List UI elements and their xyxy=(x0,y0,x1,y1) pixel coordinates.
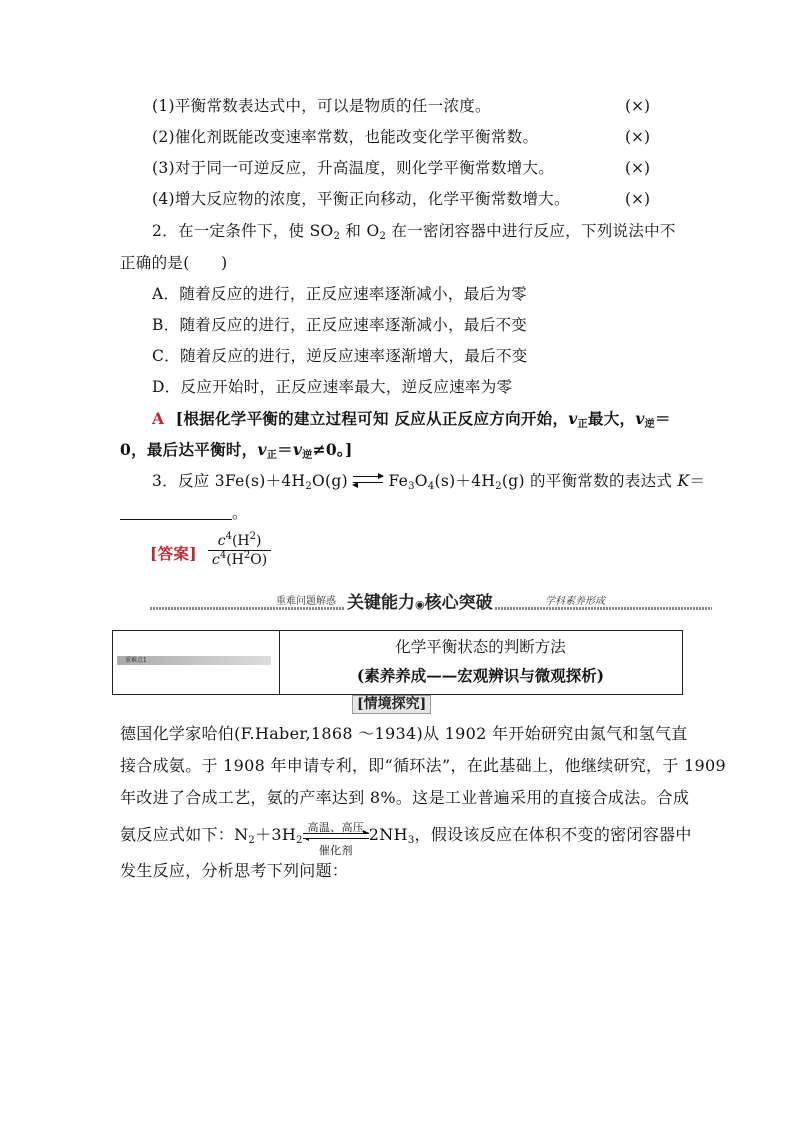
para-line-2: 接合成氨。于 1908 年申请专利，即“循环法”，在此基础上，他继续研究，于 1909 xyxy=(120,756,726,775)
section-tag: [情境探究] xyxy=(352,695,431,714)
para-line-5: 发生反应，分析思考下列问题： xyxy=(120,861,349,880)
banner-left-text: 重难问题解惑 xyxy=(276,596,336,607)
equilibrium-arrow-icon xyxy=(353,473,383,487)
answer-blank xyxy=(120,505,232,520)
key-point-title: 化学平衡状态的判断方法 xyxy=(395,638,566,656)
q3-answer-fraction xyxy=(208,533,271,568)
q2-option-d: D．反应开始时，正反应速率最大，逆反应速率为零 xyxy=(152,378,513,396)
judgment-3-mark: (×) xyxy=(625,159,651,177)
q2-explanation-line2: 0，最后达平衡时，$v_正=v_逆\ne 0$。] xyxy=(120,440,353,461)
para-line-1: 德国化学家哈伯(F.Haber,1868 ～1934)从 1902 年开始研究由氮气和氢气直 xyxy=(120,724,688,743)
q3-answer-label: [答案] xyxy=(150,544,197,563)
judgment-1-mark: (×) xyxy=(625,97,651,115)
banner-divider-icon: ◉ xyxy=(415,598,425,611)
judgment-2: (2)催化剂既能改变速率常数，也能改变化学平衡常数。 xyxy=(152,128,539,146)
banner-right-text: 学科素养形成 xyxy=(545,596,605,607)
q2-explanation-line1: A [根据化学平衡的建立过程可知 反应从正反应方向开始，$v_正$最大，$v_逆=$ xyxy=(152,409,671,430)
q2-option-a: A．随着反应的进行，正反应速率逐渐减小，最后为零 xyxy=(152,285,527,303)
q2-stem-line2: 正确的是( ) xyxy=(120,254,228,272)
judgment-4: (4)增大反应物的浓度，平衡正向移动，化学平衡常数增大。 xyxy=(152,190,570,208)
reaction-condition-arrow: 高温、高压 催化剂 xyxy=(303,824,369,846)
judgment-1: (1)平衡常数表达式中，可以是物质的任一浓度。 xyxy=(152,97,491,115)
key-point-box xyxy=(112,630,683,695)
q3-blank-line: 。 xyxy=(120,502,248,524)
q2-stem: 2．在一定条件下，使 $SO_2$ 和 $O_2$ 在一密闭容器中进行反应，下列说法中不 xyxy=(152,222,676,242)
key-point-subtitle: (素养养成——宏观辨识与微观探析) xyxy=(356,666,605,685)
key-point-tag: 重难点1 xyxy=(125,657,147,664)
key-point-tag-cell xyxy=(113,631,280,694)
q2-option-b: B．随着反应的进行，正反应速率逐渐减小，最后不变 xyxy=(152,316,528,334)
judgment-4-mark: (×) xyxy=(625,190,651,208)
q2-answer-letter: A xyxy=(152,409,165,428)
section-banner xyxy=(150,590,712,612)
q2-option-c: C．随着反应的进行，逆反应速率逐渐增大，最后不变 xyxy=(152,347,528,365)
fraction-bar xyxy=(208,550,271,551)
judgment-2-mark: (×) xyxy=(625,128,651,146)
banner-title: 关键能力◉核心突破 xyxy=(345,588,495,613)
q3-stem: 3．反应 $3Fe(s)+4H_2O(g)$ $Fe_3O_4(s)+4H_2(g)$ 的平衡常数的表达式 K＝ xyxy=(152,472,706,492)
para-line-3: 年改进了合成工艺，氨的产率达到 8%。这是工业普遍采用的直接合成法。合成 xyxy=(120,788,690,807)
fraction-denominator: $c^4(H^2O)$ xyxy=(212,550,268,568)
judgment-3: (3)对于同一可逆反应，升高温度，则化学平衡常数增大。 xyxy=(152,159,555,177)
fraction-numerator: $c^4(H^2)$ xyxy=(217,531,262,549)
para-line-4: 氨反应式如下：$N_2+3H_2$ 高温、高压 催化剂 $2NH_3$，假设该反应在体积不变的密闭容器中 xyxy=(120,821,692,857)
